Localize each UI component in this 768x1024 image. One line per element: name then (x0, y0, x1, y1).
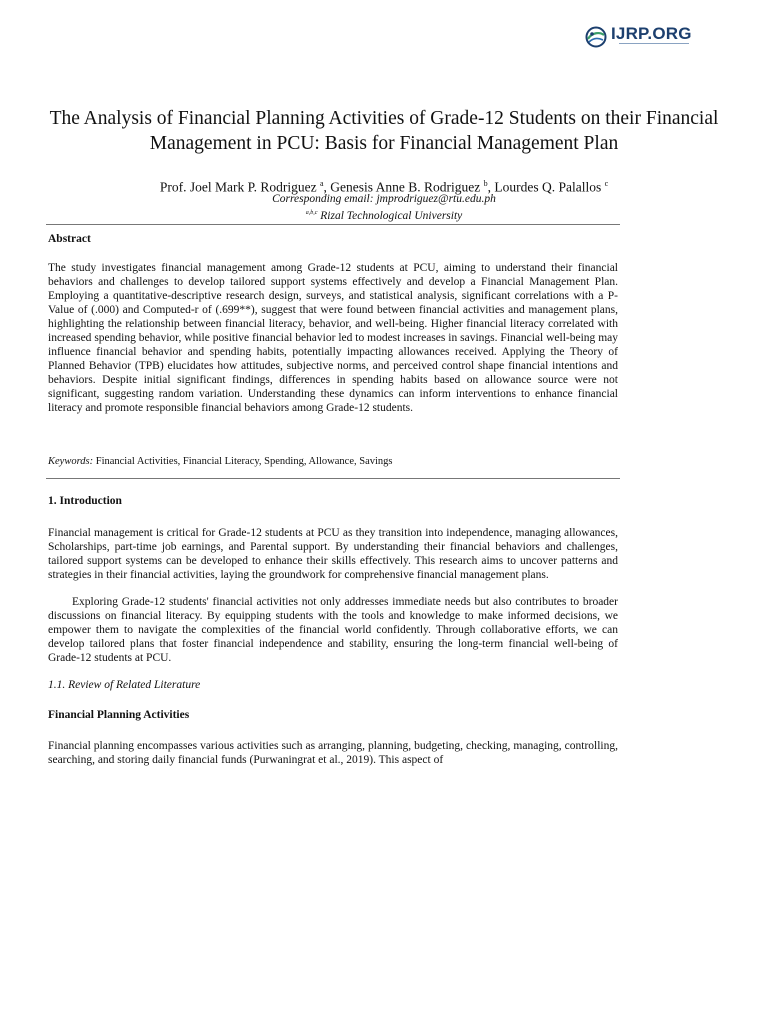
subsection-heading-review: 1.1. Review of Related Literature (48, 679, 201, 691)
globe-swirl-icon (584, 26, 608, 48)
abstract-heading: Abstract (48, 233, 91, 245)
affiliation-name: Rizal Technological University (320, 209, 463, 222)
review-paragraph: Financial planning encompasses various activities such as arranging, planning, budgeting, checking, managing, controlling, searching, and storing daily financial funds (Purwaningrat et al., 2019). This aspect of (48, 740, 618, 766)
author-name: Lourdes Q. Palallos (494, 179, 602, 195)
logo-tagline-rule (619, 43, 689, 46)
author-list: Prof. Joel Mark P. Rodriguez $^a$, Genesis Anne B. Rodriguez $^b$, Lourdes Q. Palallos $^c$ (159, 179, 609, 195)
keywords-line (48, 455, 618, 469)
corresponding-email[interactable]: Corresponding email: jmprodriguez@rtu.edu.ph (272, 193, 496, 205)
author-name: Prof. Joel Mark P. Rodriguez (159, 179, 317, 195)
section-heading-introduction: 1. Introduction (48, 495, 122, 507)
divider (46, 478, 620, 479)
subsubsection-heading: Financial Planning Activities (48, 709, 190, 721)
keywords-label: Keywords: (48, 456, 94, 467)
author-affil-mark: b (483, 179, 488, 188)
affiliation-marks: a,b,c (305, 210, 318, 216)
author-affil-mark: a (319, 179, 324, 188)
abstract-text: The study investigates financial management among Grade-12 students at PCU, aiming to understand their financial behaviors and challenges to develop tailored support systems effectively and develop a Financial Management Plan. Employing a quantitative-descriptive research design, surveys, and statistical analysis, significant correlations with a P-Value of (.000) and Computed-r of (.699**), suggest that were found between financial activities and management plans, highlighting the relationship between financial literacy, behavior, and well-being. Higher financial literacy correlated with increased spending behavior, while positive financial behavior led to modest increases in savings. Financial well-being may influence financial behavior and spending habits, potentially impacting allowances received. Applying the Theory of Planned Behavior (TPB) elucidates how attitudes, subjective norms, and perceived control shape financial intentions and behaviors. Despite initial significant findings, differences in spending habits based on allowance source were not significant, suggesting random variation. Understanding these dynamics can inform interventions to enhance financial literacy and promote responsible financial behaviors among Grade-12 students. (48, 262, 618, 414)
keywords-value: Financial Activities, Financial Literacy, Spending, Allowance, Savings (95, 456, 393, 467)
paper-title: The Analysis of Financial Planning Activities of Grade-12 Students on their Financial Management in PCU: Basis for Financial Management Plan (49, 108, 719, 154)
author-name: Genesis Anne B. Rodriguez (330, 179, 481, 195)
logo-text: IJRP.ORG (611, 24, 692, 43)
introduction-paragraph: Financial management is critical for Grade-12 students at PCU as they transition into independence, managing allowances, Scholarships, part-time job earnings, and Parental support. By understanding their financial behaviors and challenges, tailored support systems can be developed to enhance their skills effectively. This research aims to uncover patterns and strategies in their financial activities, laying the groundwork for comprehensive financial management plans. (48, 527, 618, 581)
introduction-paragraph: Exploring Grade-12 students' financial activities not only addresses immediate needs but also contributes to broader discussions on financial literacy. By equipping students with the tools and knowledge to make informed decisions, we empower them to navigate the complexities of the financial world confidently. Through collaborative efforts, we can develop tailored plans that foster financial independence and stability, ensuring the long-term financial well-being of Grade-12 students at PCU. (48, 596, 618, 664)
divider (46, 224, 620, 225)
affiliation (40, 206, 728, 223)
journal-logo[interactable] (584, 24, 694, 50)
author-affil-mark: c (604, 179, 609, 188)
